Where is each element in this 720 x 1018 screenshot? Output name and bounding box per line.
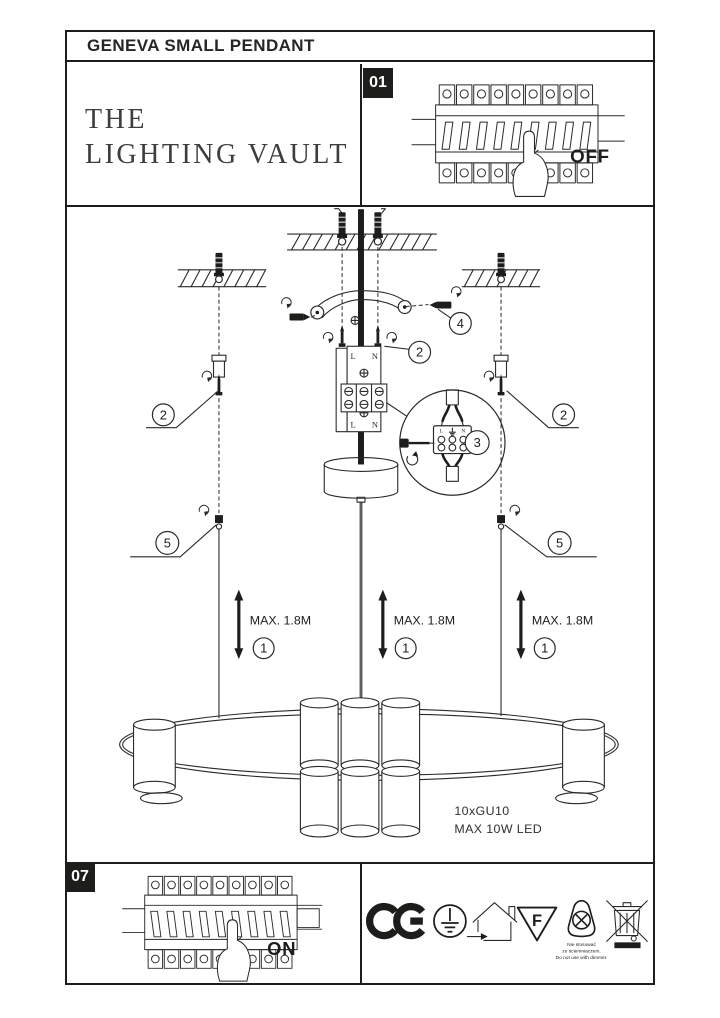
protective-earth-icon	[434, 905, 466, 937]
dimmer-note-line2: ze ściemniaczem.	[562, 949, 601, 955]
f-mark-icon	[518, 908, 557, 941]
step-01-badge	[363, 68, 393, 98]
live-label: L	[350, 419, 356, 430]
spot-can	[134, 719, 183, 803]
certifications-panel	[362, 864, 653, 983]
spot-can	[382, 698, 420, 771]
callout-5-right	[505, 525, 596, 557]
suspension-left	[131, 253, 266, 718]
dimmer-note-line3: Do not use with dimmer.	[555, 955, 608, 961]
max-length-label: MAX. 1.8M	[249, 613, 312, 628]
manual-page	[65, 30, 655, 985]
mains-cable-lower	[358, 431, 364, 465]
dimmer-note-line1: Nie stosować	[567, 943, 596, 949]
page-title: GENEVA SMALL PENDANT	[87, 36, 315, 55]
bracket-screw-left	[282, 298, 317, 321]
callout-2-right	[507, 391, 579, 428]
on-label: ON	[267, 937, 297, 959]
live-label: L	[350, 351, 356, 362]
certification-icons	[362, 864, 653, 983]
pointing-hand-icon	[513, 131, 548, 196]
header-row	[67, 64, 653, 207]
pendant-fixture	[120, 698, 619, 837]
pointing-hand-icon	[217, 920, 250, 981]
ce-mark-icon	[370, 907, 423, 936]
circuit-breaker-panel	[412, 85, 624, 197]
callout-2-number: 2	[159, 407, 167, 423]
callout-4	[438, 310, 471, 335]
max-length-left	[234, 590, 311, 660]
callout-2-left	[146, 391, 218, 428]
spot-can	[300, 766, 338, 837]
drop-cable	[360, 502, 362, 701]
max-length-label: MAX. 1.8M	[393, 613, 456, 628]
callout-1-number: 1	[541, 640, 549, 656]
max-length-label: MAX. 1.8M	[531, 613, 594, 628]
max-length-center	[378, 590, 455, 660]
neutral-label: N	[371, 351, 378, 362]
callout-4-number: 4	[456, 315, 464, 331]
wiring-detail-bubble	[400, 390, 505, 495]
step-07-number: 07	[71, 868, 89, 885]
callout-2-number: 2	[415, 344, 424, 360]
bracket-screw-right	[406, 287, 461, 309]
off-label: OFF	[570, 145, 610, 167]
lamp-spec-line1: 10xGU10	[454, 804, 510, 819]
live-label-small: L	[439, 428, 444, 435]
callout-3	[465, 431, 489, 455]
neutral-label: N	[371, 419, 378, 430]
brand-panel	[67, 64, 362, 205]
spot-can	[556, 719, 605, 803]
bottom-row	[67, 864, 653, 983]
mains-cable	[358, 209, 364, 346]
callout-5-number: 5	[556, 535, 564, 551]
indoor-use-icon	[467, 903, 516, 941]
brand-line1: THE	[85, 104, 147, 135]
callout-5-number: 5	[163, 535, 171, 551]
f-mark-letter: F	[531, 911, 543, 930]
callout-1-number: 1	[402, 640, 410, 656]
breaker-off-illustration	[362, 64, 653, 205]
brand-logo	[85, 102, 349, 172]
callout-3-number: 3	[473, 435, 481, 451]
callout-5-left	[131, 525, 216, 557]
spot-can	[300, 698, 338, 771]
step-01-panel	[362, 64, 653, 205]
spot-can	[382, 766, 420, 837]
spot-can	[341, 766, 379, 837]
title-bar	[67, 32, 653, 62]
step-07-badge	[65, 862, 95, 892]
installation-panel	[67, 207, 653, 864]
step-07-panel	[67, 864, 362, 983]
max-length-right	[516, 590, 593, 660]
installation-diagram	[67, 207, 653, 860]
callout-2-center	[385, 341, 431, 363]
circuit-breaker-panel	[123, 876, 322, 981]
brand-line2: LIGHTING VAULT	[85, 139, 349, 170]
spot-can	[341, 698, 379, 771]
step-01-number: 01	[369, 74, 387, 91]
lamp-spec-line2: MAX 10W LED	[454, 821, 543, 836]
neutral-label-small: N	[461, 428, 466, 435]
terminal-strip	[341, 384, 387, 412]
breaker-on-illustration	[67, 864, 360, 983]
weee-bin-icon	[607, 901, 648, 948]
no-dimmer-icon	[556, 901, 608, 961]
callout-1-number: 1	[260, 640, 268, 656]
callout-2-number: 2	[560, 407, 568, 423]
